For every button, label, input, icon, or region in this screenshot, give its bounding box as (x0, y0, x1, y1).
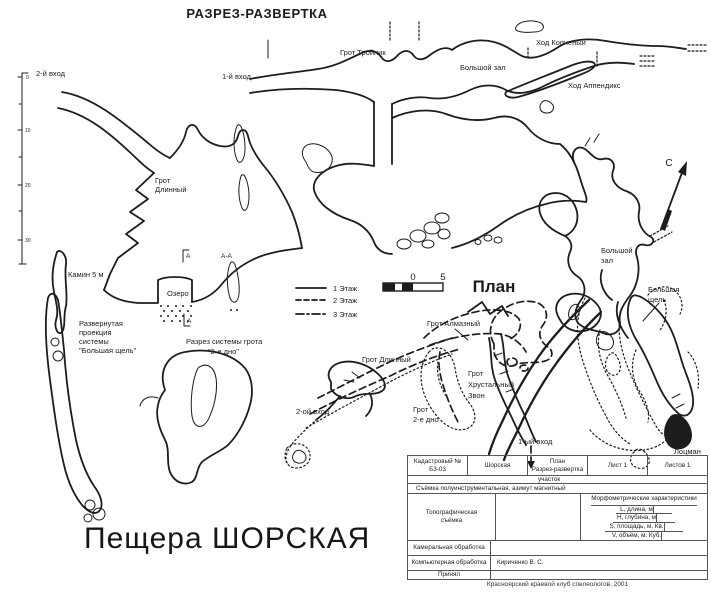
uchastok-label: участок (538, 475, 561, 483)
ruler-label-10: 10 (25, 128, 31, 134)
cell-topo-executor (496, 494, 581, 540)
xs-mid-chamber-left (314, 164, 392, 254)
xs-top-blob (516, 21, 544, 32)
cadastre-label: Кадастровый № (413, 457, 462, 465)
ruler-label-20: 20 (25, 183, 31, 189)
cave-name-value: Шорская (484, 461, 511, 469)
credit-line: Красноярский краевой клуб спелеологов, 2001 (486, 581, 629, 588)
cell-morpho (581, 494, 707, 540)
accepted-label: Принял (408, 571, 491, 579)
north-arrow (661, 158, 687, 231)
xs-lens-2 (239, 175, 249, 211)
table-row-computer (408, 556, 707, 571)
ruler-label-30: 30 (25, 238, 31, 244)
morpho-row-depth (613, 514, 675, 523)
scale-label-5: 5 (440, 272, 446, 283)
label-ozero: Озеро (167, 289, 189, 298)
morpho-area-label: S, площадь, м. Кв. (605, 523, 664, 531)
survey-label: Съёмка полуинструментальная, азимут магнитный (416, 484, 566, 492)
cameral-value (491, 541, 707, 555)
legend-label-floor3: 3 Этаж (333, 310, 358, 319)
plan-shel-leader (643, 303, 659, 321)
table-row-topo-morpho (408, 494, 707, 541)
xs-left-passage-bottom (58, 108, 154, 173)
label-grot-troynik: Грот Тройник (340, 48, 386, 57)
morpho-volume-label: V, объём, м. Куб. (608, 532, 662, 540)
xs-top-outline (250, 39, 686, 79)
legend (296, 284, 357, 319)
morpho-length-label: L, длина, м (616, 506, 654, 514)
label-entrance1-section: 1-й вход (222, 72, 251, 81)
label-grot-2edno-plan-line2: 2-е дно (413, 415, 439, 424)
north-arrow-head (678, 161, 687, 176)
accepted-value (491, 571, 707, 579)
label-bolshaya-shel-line2: щель (648, 295, 667, 304)
label-entrance2-section: 2-й вход (36, 69, 65, 78)
label-unfolded-projection-line4: "Большая щель" (79, 346, 137, 355)
xs-kamin-chimney (53, 251, 67, 333)
xs-2edno-inner (191, 365, 216, 426)
label-kamin-5m: Камин 5 м (68, 270, 104, 279)
morpho-area-value (665, 523, 683, 531)
label-grot-khrustalny-line3: Звон (468, 391, 485, 400)
label-bolshaya-shel-line1: Большая (648, 285, 680, 294)
xs-rock-pile (397, 213, 502, 249)
xs-top-lower (250, 89, 374, 102)
xs-appendiks-exit-dashes (640, 56, 656, 66)
xs-mid-floor-right (452, 201, 586, 248)
label-unfolded-projection-line3: системы (79, 337, 109, 346)
computer-by-value: Кириченко В. С. (497, 559, 544, 567)
cell-topo (408, 494, 496, 540)
plan-entrance2-chamber (329, 362, 385, 399)
xs-aa-dots (230, 309, 238, 311)
table-row-survey (408, 484, 707, 494)
ruler-label-0: 0 (26, 75, 29, 81)
cave-title: Пещера ШОРСКАЯ (84, 522, 371, 555)
plan-shel-inner-dashes (672, 394, 684, 408)
scale-bar (383, 272, 446, 291)
legend-label-floor1: 1 Этаж (333, 284, 358, 293)
label-razrez-2edno-line2: "2-е дно" (208, 347, 239, 356)
plan-entrance1-wall1 (489, 300, 589, 454)
topo-line2: съёмка (440, 517, 463, 524)
label-grot-lotsman-line1: Грот (674, 437, 690, 446)
label-grot-dlinny-section-line1: Грот (155, 176, 171, 185)
cell-cadastre (408, 456, 468, 475)
label-grot-dlinny-section-line2: Длинный (155, 185, 187, 194)
cell-sheet (588, 456, 648, 475)
xs-floor-right (192, 248, 302, 302)
morpho-header: Морфометрические характеристики (591, 494, 697, 506)
sheets-total-value: Листов 1 (664, 461, 691, 469)
section-view-title: РАЗРЕЗ-РАЗВЕРТКА (186, 6, 328, 21)
xs-2edno-outer (157, 351, 252, 484)
cell-sheets-total (648, 456, 707, 475)
label-mark-aa: А-А (221, 253, 232, 260)
morpho-length-value (654, 506, 672, 514)
cadastre-value: Б3-03 (429, 465, 446, 473)
label-unfolded-projection-line1: Развернутая (79, 319, 123, 328)
xs-projection-inner-blobs (51, 338, 105, 522)
label-hod-kopcheny: Ход Копченый (536, 38, 586, 47)
plan-bolshaya-shel (628, 295, 693, 415)
morpho-depth-label: Н, глубина, м (613, 514, 657, 522)
xs-grot-dlinny-ceiling (170, 125, 302, 248)
label-hod-appendiks: Ход Аппендикс (568, 81, 621, 90)
cell-sheet-type (528, 456, 588, 475)
title-block-table (407, 455, 708, 580)
plan-trail-blob (293, 450, 306, 463)
legend-label-floor2: 2 Этаж (333, 296, 358, 305)
xs-appendiks-blob (540, 101, 554, 113)
plan-view-title: План (472, 277, 516, 296)
cameral-label: Камеральная обработка (408, 541, 491, 555)
xs-grot-dlinny-leftwall (104, 173, 154, 290)
xs-shaft (374, 102, 392, 166)
label-mark-a-top: А (186, 253, 191, 260)
morpho-depth-value (657, 514, 675, 522)
north-label: С (665, 158, 673, 169)
scale-label-0: 0 (410, 272, 416, 283)
xs-mid-chamber-top (392, 111, 587, 202)
table-row-cameral (408, 541, 707, 556)
label-entrance2-plan: 2-ой вход (296, 407, 330, 416)
depth-ruler (18, 73, 31, 264)
label-bolshoy-zal-plan-line1: Большой (601, 246, 633, 255)
label-bolshoy-zal-plan-line2: зал (601, 256, 613, 265)
xs-left-passage-top (62, 92, 170, 158)
morpho-row-volume (608, 532, 680, 540)
label-unfolded-projection-line2: проекция (79, 328, 112, 337)
sheet-type-line1: План (549, 457, 566, 465)
label-grot-almazny: Грот Алмазный (427, 319, 481, 328)
label-mark-a-bottom: А (187, 318, 192, 325)
sheet-value: Лист 1 (608, 461, 627, 469)
cross-section-drawing (46, 21, 706, 522)
label-grot-dlinny-plan: Грот Длинный (362, 355, 411, 364)
xs-right-end-dashes (688, 45, 706, 51)
plan-almazny-leader (455, 329, 468, 340)
morpho-row-area (605, 523, 682, 532)
table-row-header (408, 456, 707, 476)
table-row-uchastok (408, 476, 707, 484)
label-grot-lotsman-line2: Лоцман (674, 447, 701, 456)
table-row-accepted (408, 571, 707, 579)
xs-grot-dlinny-floor (104, 290, 158, 303)
computer-label: Компьютерная обработка (408, 556, 491, 570)
morpho-volume-value (662, 532, 680, 540)
label-grot-khrustalny-line1: Грот (468, 369, 484, 378)
label-razrez-2edno-line1: Разрез системы грота (186, 337, 263, 346)
cell-cave-name (468, 456, 528, 475)
label-grot-khrustalny-line2: Хрустальный (468, 380, 515, 389)
label-grot-2edno-plan-line1: Грот (413, 405, 429, 414)
label-entrance1-plan: 1-ый вход (518, 437, 553, 446)
topo-line1: Топографическая (425, 509, 478, 517)
xs-2edno-spur (140, 397, 158, 406)
plan-zal-top-dashes (585, 134, 599, 146)
label-bolshoy-zal-section: Большой зал (460, 63, 506, 72)
sheet-type-line2: Разрез-развертка (531, 465, 584, 473)
